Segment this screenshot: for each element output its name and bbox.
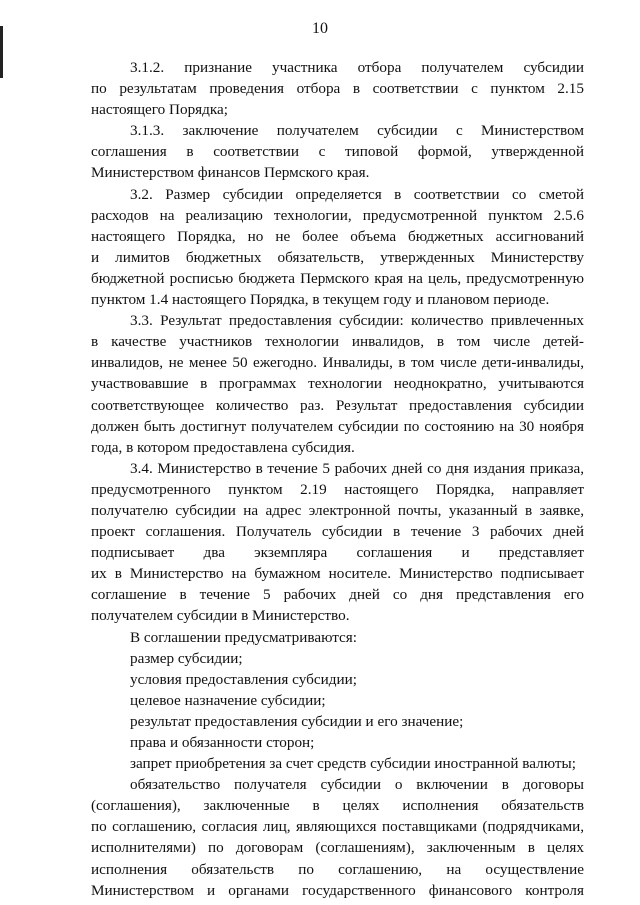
text-line: Министерством финансов Пермского края. <box>91 164 370 182</box>
text-line: соглашение в течение 5 рабочих дней со дня представления его <box>91 586 584 604</box>
text-line: предусмотренного пунктом 2.19 настоящего Порядка, направляет <box>91 480 584 498</box>
text-line: бюджетной росписью бюджета Пермского края на цель, предусмотренную <box>91 269 584 287</box>
text-line: проект соглашения. Получатель субсидии в течение 3 рабочих дней <box>91 523 584 541</box>
text-line: исполнителями) по договорам (соглашениям), заключенным в целях <box>91 839 584 857</box>
text-line: 3.3. Результат предоставления субсидии: количество привлеченных <box>130 312 584 330</box>
text-line: расходов на реализацию технологии, предусмотренной пунктом 2.5.6 <box>91 206 584 224</box>
text-line: настоящего Порядка; <box>91 101 228 119</box>
text-line: получателем субсидии в Министерство. <box>91 607 350 625</box>
text-line: должен быть достигнут получателем субсидии по состоянию на 30 ноября <box>91 417 584 435</box>
text-line: и лимитов бюджетных обязательств, утвержденных Министерству <box>91 248 584 266</box>
text-line: года, в котором предоставлена субсидия. <box>91 438 355 456</box>
page-number: 10 <box>312 20 328 37</box>
text-line: их в Министерство на бумажном носителе. Министерство подписывает <box>91 565 584 583</box>
text-line: участвовавшие в программах технологии неоднократно, учитываются <box>91 375 584 393</box>
text-line: подписывает два экземпляра соглашения и представляет <box>91 544 584 562</box>
text-line: условия предоставления субсидии; <box>130 670 357 688</box>
text-line: обязательство получателя субсидии о включении в договоры <box>130 776 584 794</box>
text-line: результат предоставления субсидии и его значение; <box>130 712 464 730</box>
text-line: пунктом 1.4 настоящего Порядка, в текущем году и плановом периоде. <box>91 291 550 309</box>
text-line: (соглашения), заключенные в целях исполнения обязательств <box>91 797 584 815</box>
text-line: по результатам проведения отбора в соответствии с пунктом 2.15 <box>91 80 584 98</box>
text-line: права и обязанности сторон; <box>130 734 315 751</box>
text-line: размер субсидии; <box>130 649 243 667</box>
text-line: исполнения обязательств по соглашению, на осуществление <box>91 860 584 878</box>
text-line: Министерством и органами государственного финансового контроля <box>91 881 584 899</box>
text-line: 3.1.3. заключение получателем субсидии с Министерством <box>130 122 584 140</box>
text-line: 3.2. Размер субсидии определяется в соответствии со сметой <box>130 185 584 203</box>
text-line: инвалидов, не менее 50 ежегодно. Инвалиды, в том числе дети-инвалиды, <box>91 354 584 372</box>
text-line: соответствующее количество раз. Результат предоставления субсидии <box>91 396 584 414</box>
text-line: в качестве участников технологии инвалидов, в том числе детей- <box>91 333 584 351</box>
text-line: по соглашению, согласия лиц, являющихся поставщиками (подрядчиками, <box>91 818 584 836</box>
text-line: запрет приобретения за счет средств субсидии иностранной валюты; <box>130 755 576 773</box>
text-line: настоящего Порядка, но не более объема бюджетных ассигнований <box>91 227 584 245</box>
text-line: целевое назначение субсидии; <box>130 691 326 709</box>
text-line: В соглашении предусматриваются: <box>130 628 358 646</box>
text-line: 3.1.2. признание участника отбора получателем субсидии <box>130 59 584 76</box>
document-body <box>91 57 584 901</box>
text-line: получателю субсидии на адрес электронной почты, указанный в заявке, <box>91 501 584 519</box>
text-line: соглашения в соответствии с типовой формой, утвержденной <box>91 143 584 161</box>
text-line: 3.4. Министерство в течение 5 рабочих дней со дня издания приказа, <box>130 459 584 477</box>
